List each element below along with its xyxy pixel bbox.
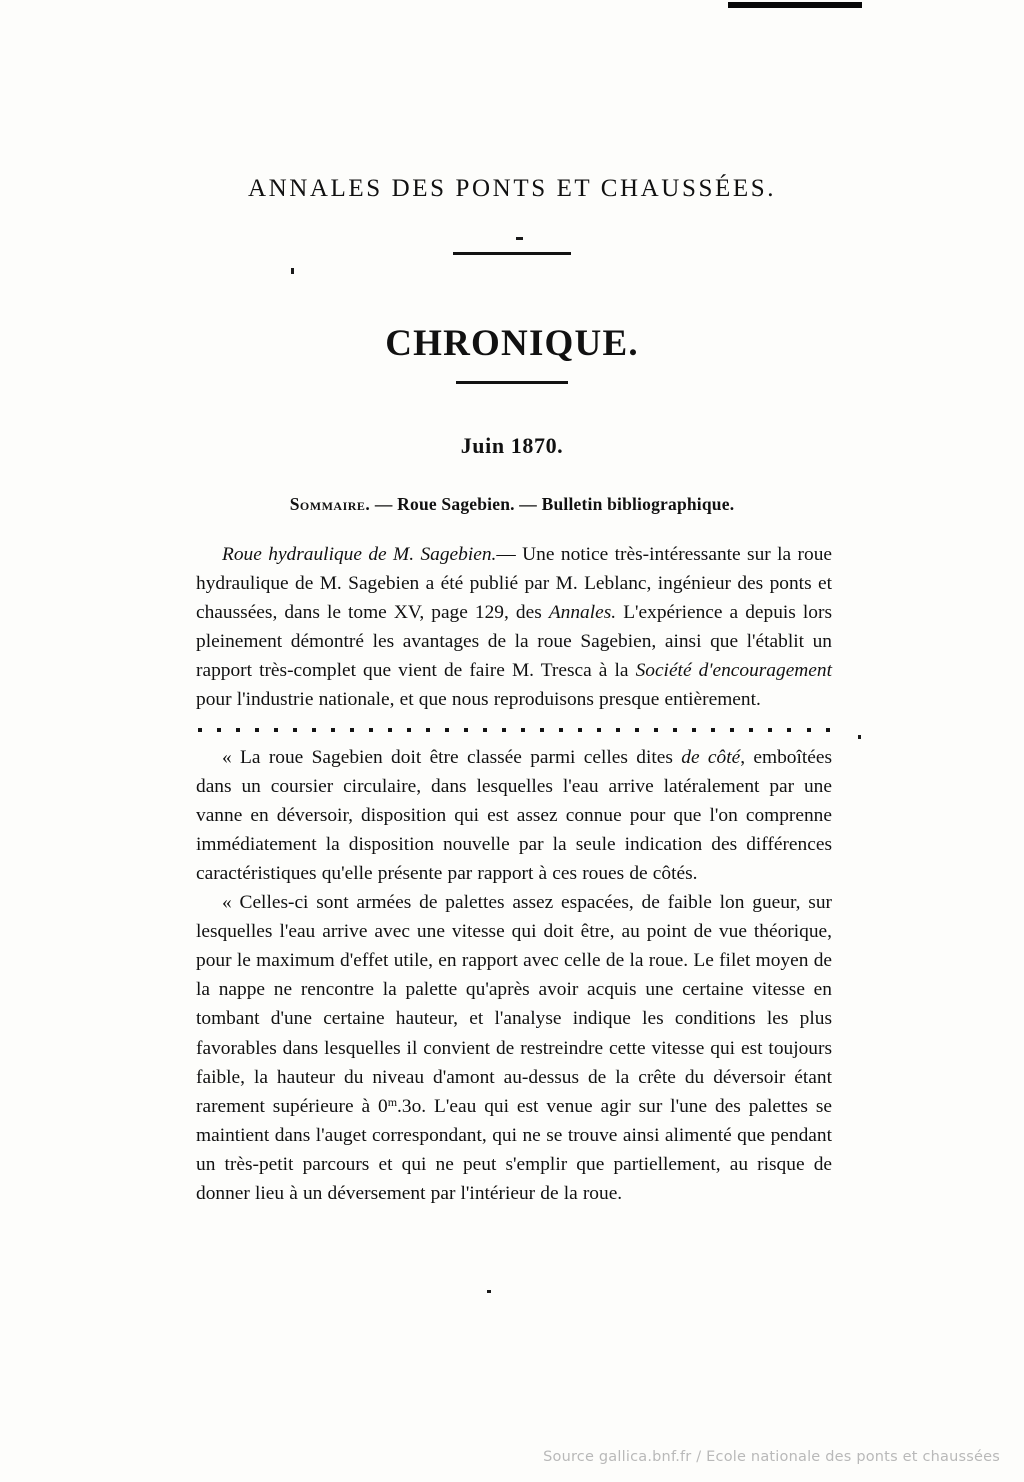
separator-dot bbox=[597, 728, 601, 732]
em-dash: — bbox=[496, 544, 516, 565]
separator-dot bbox=[388, 728, 392, 732]
separator-dot bbox=[464, 728, 468, 732]
running-head: ANNALES DES PONTS ET CHAUSSÉES. bbox=[247, 175, 777, 202]
separator-dot bbox=[635, 728, 639, 732]
body-column bbox=[196, 540, 832, 1208]
separator-dot bbox=[369, 728, 373, 732]
paragraph-intro bbox=[196, 540, 832, 715]
separator-dot bbox=[426, 728, 430, 732]
separator-dot bbox=[616, 728, 620, 732]
separator-dot bbox=[445, 728, 449, 732]
society-name: Société d'encouragement bbox=[635, 660, 832, 682]
paragraph-quote-2-text-a: « Celles-ci sont armées de palettes assez espacées, de faible lon gueur, sur lesquelles l'eau arrive avec une vitesse qui doit être, au point de vue théorique, pour le maximum d'effet utile, en rapport avec celle de la roue. Le filet moyen de la nappe ne rencontre la palette qu'après avoir acquis une certaine vitesse en tombant d'une certaine hauteur, et l'analyse indique les conditions les plus favorables dans lesquelles il convient de restreindre cette vitesse qui est toujours faible, la hauteur du niveau d'amont au-dessus de la crête du déversoir étant rarement supérieure à 0 bbox=[196, 892, 832, 1117]
separator-dot bbox=[198, 728, 202, 732]
separator-dot bbox=[407, 728, 411, 732]
separator-dot bbox=[787, 728, 791, 732]
scan-artifact-speck bbox=[858, 735, 861, 739]
sommaire-dash: — bbox=[374, 494, 393, 514]
journal-name: Annales. bbox=[548, 602, 617, 624]
paragraph-quote-2 bbox=[196, 888, 832, 1208]
source-credit: Source gallica.bnf.fr / Ecole nationale des ponts et chaussées bbox=[543, 1449, 1000, 1465]
separator-dot bbox=[578, 728, 582, 732]
separator-dot bbox=[331, 728, 335, 732]
separator-dot bbox=[274, 728, 278, 732]
paragraph-quote-1-text-a: « La roue Sagebien doit être classée parmi celles dites bbox=[222, 746, 682, 768]
separator-dot bbox=[502, 728, 506, 732]
separator-dot bbox=[540, 728, 544, 732]
separator-dot bbox=[826, 728, 830, 732]
scan-artifact-speck bbox=[291, 268, 294, 274]
unit-meter-superscript: m bbox=[387, 1094, 398, 1109]
sommaire-item-2: Bulletin bibliographique. bbox=[541, 494, 735, 514]
scan-artifact-bar bbox=[728, 2, 862, 8]
separator-dot bbox=[350, 728, 354, 732]
rule-divider-top bbox=[453, 252, 571, 255]
separator-dot bbox=[312, 728, 316, 732]
paragraph-quote-1 bbox=[196, 743, 832, 888]
separator-dot bbox=[654, 728, 658, 732]
separator-dot bbox=[236, 728, 240, 732]
separator-dot bbox=[692, 728, 696, 732]
sommaire-label: Sommaire. bbox=[289, 494, 371, 514]
term-de-cote: de côté bbox=[681, 746, 741, 768]
paragraph-quote-2-text-c: .3o. L'eau qui est venue agir sur l'une des palettes se maintient dans l'auget correspondant, qui ne se trouve ainsi alimenté que pendant un très-petit parcours et qui ne peut s'emplir que partiellement, au risque de donner lieu à un déversement par l'intérieur de la roue. bbox=[196, 1095, 833, 1204]
dotted-separator bbox=[196, 717, 832, 743]
scan-artifact-speck bbox=[516, 237, 523, 240]
separator-dot bbox=[255, 728, 259, 732]
article-heading: Roue hydraulique de M. Sagebien. bbox=[222, 544, 497, 565]
separator-dot bbox=[559, 728, 563, 732]
paragraph-intro-text-a: Une notice très-intéressante sur la roue hydraulique de M. Sagebien a été publié par M. Leblanc, ingénieur des ponts et chaussées, dans le tome XV, page 129, des bbox=[196, 544, 832, 624]
separator-dot bbox=[293, 728, 297, 732]
sommaire-line bbox=[0, 494, 1024, 515]
separator-dot bbox=[217, 728, 221, 732]
rule-divider-mid bbox=[456, 381, 568, 384]
scan-artifact-speck bbox=[487, 1290, 491, 1293]
separator-dot bbox=[768, 728, 772, 732]
separator-dot bbox=[673, 728, 677, 732]
separator-dot bbox=[749, 728, 753, 732]
paragraph-intro-text-e: pour l'industrie nationale, et que nous reproduisons presque entièrement. bbox=[196, 689, 761, 711]
separator-dot bbox=[730, 728, 734, 732]
separator-dot bbox=[711, 728, 715, 732]
separator-dot bbox=[521, 728, 525, 732]
sommaire-dash: — bbox=[519, 494, 537, 514]
separator-dot bbox=[483, 728, 487, 732]
paragraph-quote-1-text-c: , emboîtées dans un coursier circulaire, dans lesquelles l'eau arrive latéralement par une vanne en déversoir, disposition qui est assez connue pour que l'on comprenne immédiatement la disposition nouvelle par la seule indication des différences caractéristiques qu'elle présente par rapport à ces roues de côtés. bbox=[196, 746, 833, 884]
sommaire-item-1: Roue Sagebien. bbox=[397, 494, 515, 514]
paragraph-intro-text-c: L'expérience a depuis lors pleinement démontré les avantages de la roue Sagebien, ainsi que l'établit un rapport très-complet que vient de faire M. Tresca à la bbox=[196, 602, 832, 682]
page-title: CHRONIQUE. bbox=[385, 322, 639, 364]
separator-dot bbox=[807, 728, 811, 732]
issue-date: Juin 1870. bbox=[460, 433, 564, 458]
